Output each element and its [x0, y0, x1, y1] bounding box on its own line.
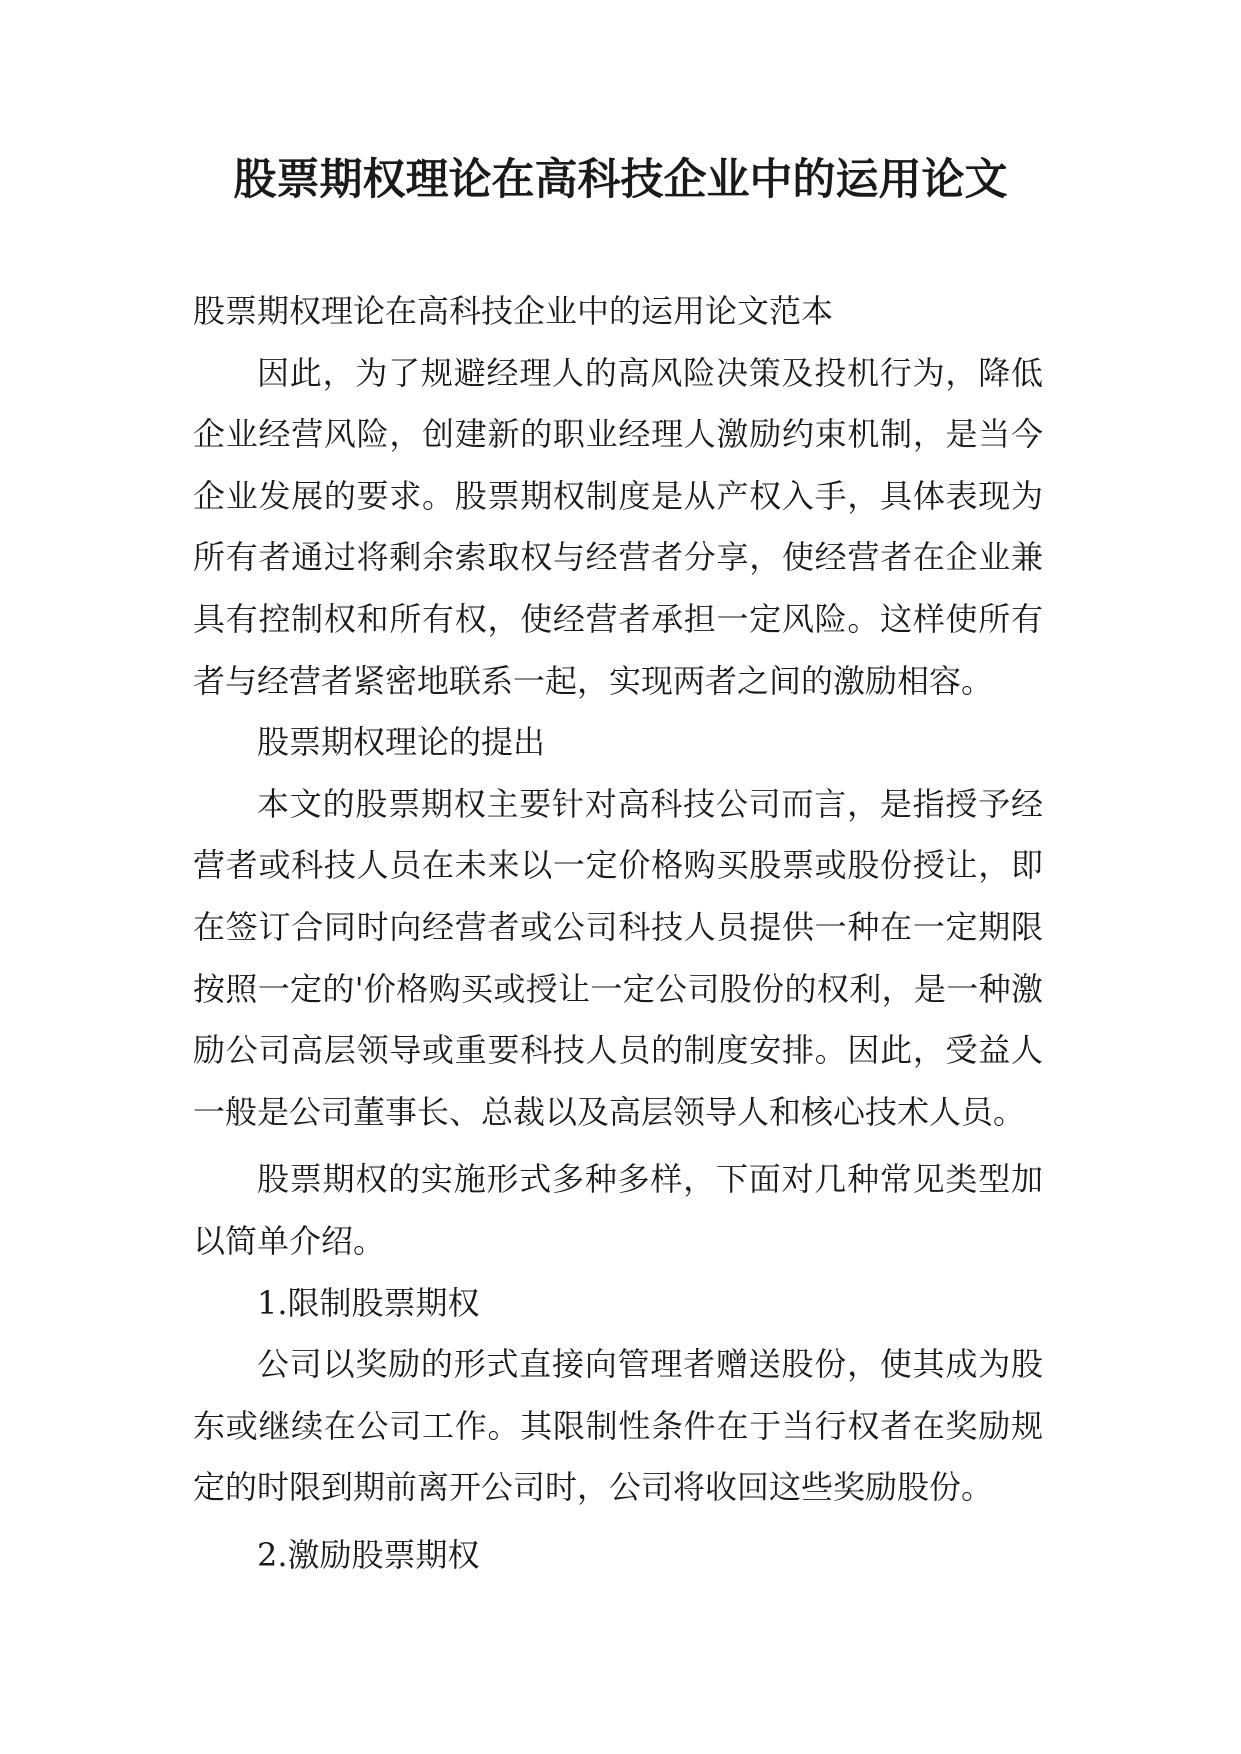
section-heading-restricted: 1.限制股票期权 — [257, 1283, 480, 1322]
subtitle-paragraph: 股票期权理论在高科技企业中的运用论文范本 — [193, 292, 834, 330]
section-heading-incentive: 2.激励股票期权 — [257, 1535, 480, 1574]
paragraph-forms: 股票期权的实施形式多种多样，下面对几种常见类型加以简单介绍。 — [193, 1160, 1043, 1260]
document-body — [193, 281, 1043, 1586]
paragraph-definition: 本文的股票期权主要针对高科技公司而言，是指授予经营者或科技人员在未来以一定价格购买股票或股份授让，即在签订合同时向经营者或公司科技人员提供一种在一定期限按照一定的'价格购买或授让一定公司股份的权利，是一种激励公司高层领导或重要科技人员的制度安排。因此，受益人一般是公司董事长、总裁以及高层领导人和核心技术人员。 — [193, 784, 1043, 1131]
paragraph-restricted: 公司以奖励的形式直接向管理者赠送股份，使其成为股东或继续在公司工作。其限制性条件在于当行权者在奖励规定的时限到期前离开公司时，公司将收回这些奖励股份。 — [193, 1345, 1043, 1507]
document-title: 股票期权理论在高科技企业中的运用论文 — [233, 155, 1008, 205]
paragraph-intro: 因此，为了规避经理人的高风险决策及投机行为，降低企业经营风险，创建新的职业经理人激励约束机制，是当今企业发展的要求。股票期权制度是从产权入手，具体表现为所有者通过将剩余索取权与经营者分享，使经营者在企业兼具有控制权和所有权，使经营者承担一定风险。这样使所有者与经营者紧密地联系一起，实现两者之间的激励相容。 — [193, 353, 1043, 700]
section-heading-origin: 股票期权理论的提出 — [257, 723, 546, 762]
